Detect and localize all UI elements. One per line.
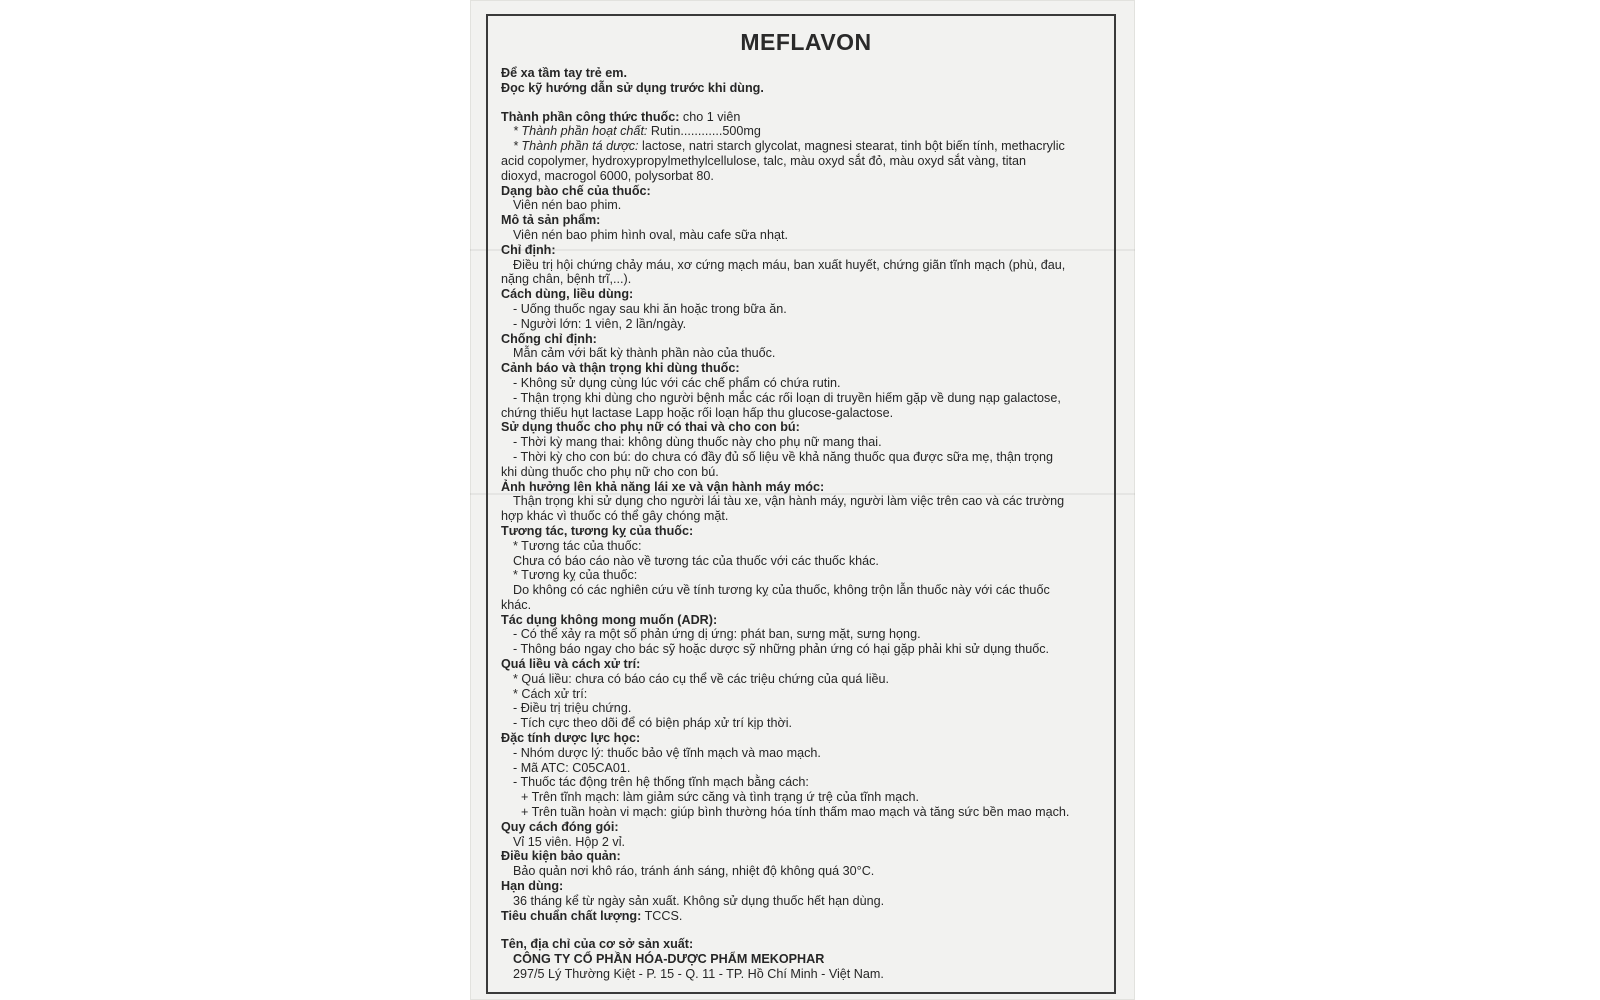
section-line: - Thời kỳ cho con bú: do chưa có đầy đủ số liệu về khả năng thuốc qua được sữa mẹ, thận trọng — [513, 449, 1054, 464]
excipient-label: * Thành phần tá dược: — [513, 139, 639, 154]
section-heading: Tên, địa chỉ của cơ sở sản xuất: — [501, 937, 694, 952]
section-line: * Quá liều: chưa có báo cáo cụ thể về các triệu chứng của quá liều. — [513, 671, 890, 686]
section-line: khi dùng thuốc cho phụ nữ cho con bú. — [501, 464, 719, 479]
section-line: - Thời kỳ mang thai: không dùng thuốc này cho phụ nữ mang thai. — [513, 435, 882, 450]
section-heading: Mô tả sản phẩm: — [501, 213, 601, 228]
section-line: * Cách xử trí: — [513, 686, 588, 701]
section-heading: Hạn dùng: — [501, 879, 564, 894]
section-line: - Uống thuốc ngay sau khi ăn hoặc trong bữa ăn. — [513, 301, 787, 316]
section-heading: Cách dùng, liều dùng: — [501, 287, 634, 302]
section-line: * Tương tác của thuốc: — [513, 538, 642, 553]
section-line: nặng chân, bệnh trĩ,...). — [501, 272, 632, 287]
section-heading: Tương tác, tương kỵ của thuốc: — [501, 523, 694, 538]
active-ingredient-value: Rutin............500mg — [647, 124, 761, 139]
section-line: Mẫn cảm với bất kỳ thành phần nào của thuốc. — [513, 346, 776, 361]
section-heading: Tác dụng không mong muốn (ADR): — [501, 612, 718, 627]
excipient-line: dioxyd, macrogol 6000, polysorbat 80. — [501, 168, 714, 183]
excipient-value: lactose, natri starch glycolat, magnesi stearat, tinh bột biến tính, methacrylic — [638, 139, 1065, 154]
section-line: + Trên tuần hoàn vi mạch: giúp bình thường hóa tính thấm mao mạch và tăng sức bền mao mạch. — [521, 805, 1070, 820]
section-line: * Tương kỵ của thuốc: — [513, 568, 638, 583]
section-heading: Thành phần công thức thuốc: — [501, 109, 680, 124]
section-heading: Tiêu chuẩn chất lượng: — [501, 908, 642, 923]
section-line: - Thuốc tác động trên hệ thống tĩnh mạch bằng cách: — [513, 775, 809, 790]
section-heading: Dạng bào chế của thuốc: — [501, 183, 651, 198]
section-line: khác. — [501, 597, 532, 612]
section-heading: Chống chỉ định: — [501, 331, 597, 346]
composition-per-unit: cho 1 viên — [679, 109, 741, 124]
section-line: Viên nén bao phim. — [513, 198, 622, 213]
section-heading: Đặc tính dược lực học: — [501, 731, 641, 746]
spacer — [501, 923, 1111, 937]
section-line: Viên nén bao phim hình oval, màu cafe sữa nhạt. — [513, 227, 788, 242]
warning-read-instructions: Đọc kỹ hướng dẫn sử dụng trước khi dùng. — [501, 80, 764, 95]
spacer — [501, 96, 1111, 110]
excipient-line — [501, 139, 1111, 154]
section-heading: Quá liều và cách xử trí: — [501, 657, 641, 672]
section-line: Do không có các nghiên cứu về tính tương kỵ của thuốc, không trộn lẫn thuốc này với các thuốc — [513, 583, 1050, 598]
product-title: MEFLAVON — [740, 29, 872, 55]
section-line: 36 tháng kể từ ngày sản xuất. Không sử dụng thuốc hết hạn dùng. — [513, 893, 885, 908]
section-heading: Chỉ định: — [501, 242, 556, 257]
section-line: - Thông báo ngay cho bác sỹ hoặc dược sỹ những phản ứng có hại gặp phải khi sử dụng thuốc. — [513, 642, 1050, 657]
section-line: - Không sử dụng cùng lúc với các chế phẩm có chứa rutin. — [513, 375, 841, 390]
section-line: - Có thể xảy ra một số phản ứng dị ứng: phát ban, sưng mặt, sưng họng. — [513, 627, 921, 642]
section-line: + Trên tĩnh mạch: làm giảm sức căng và tình trạng ứ trệ của tĩnh mạch. — [521, 790, 920, 805]
section-line: - Điều trị triệu chứng. — [513, 701, 632, 716]
section-line: Thận trọng khi sử dụng cho người lái tàu xe, vận hành máy, người làm việc trên cao và các trường — [513, 494, 1065, 509]
section-line: chứng thiếu hụt lactase Lapp hoặc rối loạn hấp thu glucose-galactose. — [501, 405, 894, 420]
section-line: Điều trị hội chứng chảy máu, xơ cứng mạch máu, ban xuất huyết, chứng giãn tĩnh mạch (phù, đau, — [513, 257, 1066, 272]
manufacturer-name: CÔNG TY CỔ PHẦN HÓA-DƯỢC PHẨM MEKOPHAR — [513, 952, 825, 967]
section-line: - Nhóm dược lý: thuốc bảo vệ tĩnh mạch và mao mạch. — [513, 745, 821, 760]
section-heading: Ảnh hưởng lên khả năng lái xe và vận hành máy móc: — [501, 479, 825, 494]
section-line: - Mã ATC: C05CA01. — [513, 760, 631, 775]
quality-line — [501, 909, 1111, 924]
section-heading: Cảnh báo và thận trọng khi dùng thuốc: — [501, 361, 740, 376]
leaflet-content — [501, 28, 1111, 982]
section-heading: Điều kiện bảo quản: — [501, 849, 621, 864]
section-line: - Thận trọng khi dùng cho người bệnh mắc các rối loạn di truyền hiếm gặp về dung nạp galactose, — [513, 390, 1061, 405]
section-heading: Quy cách đóng gói: — [501, 819, 619, 834]
excipient-line: acid copolymer, hydroxypropylmethylcellulose, talc, màu oxyd sắt đỏ, màu oxyd sắt vàng, titan — [501, 153, 1026, 168]
quality-value: TCCS. — [641, 908, 683, 923]
section-heading: Sử dụng thuốc cho phụ nữ có thai và cho con bú: — [501, 420, 800, 435]
manufacturer-address: 297/5 Lý Thường Kiệt - P. 15 - Q. 11 - TP. Hồ Chí Minh - Việt Nam. — [513, 967, 884, 982]
section-line: - Tích cực theo dõi để có biện pháp xử trí kịp thời. — [513, 716, 792, 731]
section-line: Chưa có báo cáo nào về tương tác của thuốc với các thuốc khác. — [513, 553, 879, 568]
active-ingredient-line — [501, 124, 1111, 139]
section-line: hợp khác vì thuốc có thể gây chóng mặt. — [501, 509, 729, 524]
section-line: Vỉ 15 viên. Hộp 2 vỉ. — [513, 834, 626, 849]
active-ingredient-label: * Thành phần hoạt chất: — [513, 124, 648, 139]
section-line: Bảo quản nơi khô ráo, tránh ánh sáng, nhiệt độ không quá 30°C. — [513, 864, 875, 879]
warning-children: Để xa tầm tay trẻ em. — [501, 66, 627, 80]
composition-heading-line — [501, 110, 1111, 125]
section-line: - Người lớn: 1 viên, 2 lần/ngày. — [513, 316, 687, 331]
